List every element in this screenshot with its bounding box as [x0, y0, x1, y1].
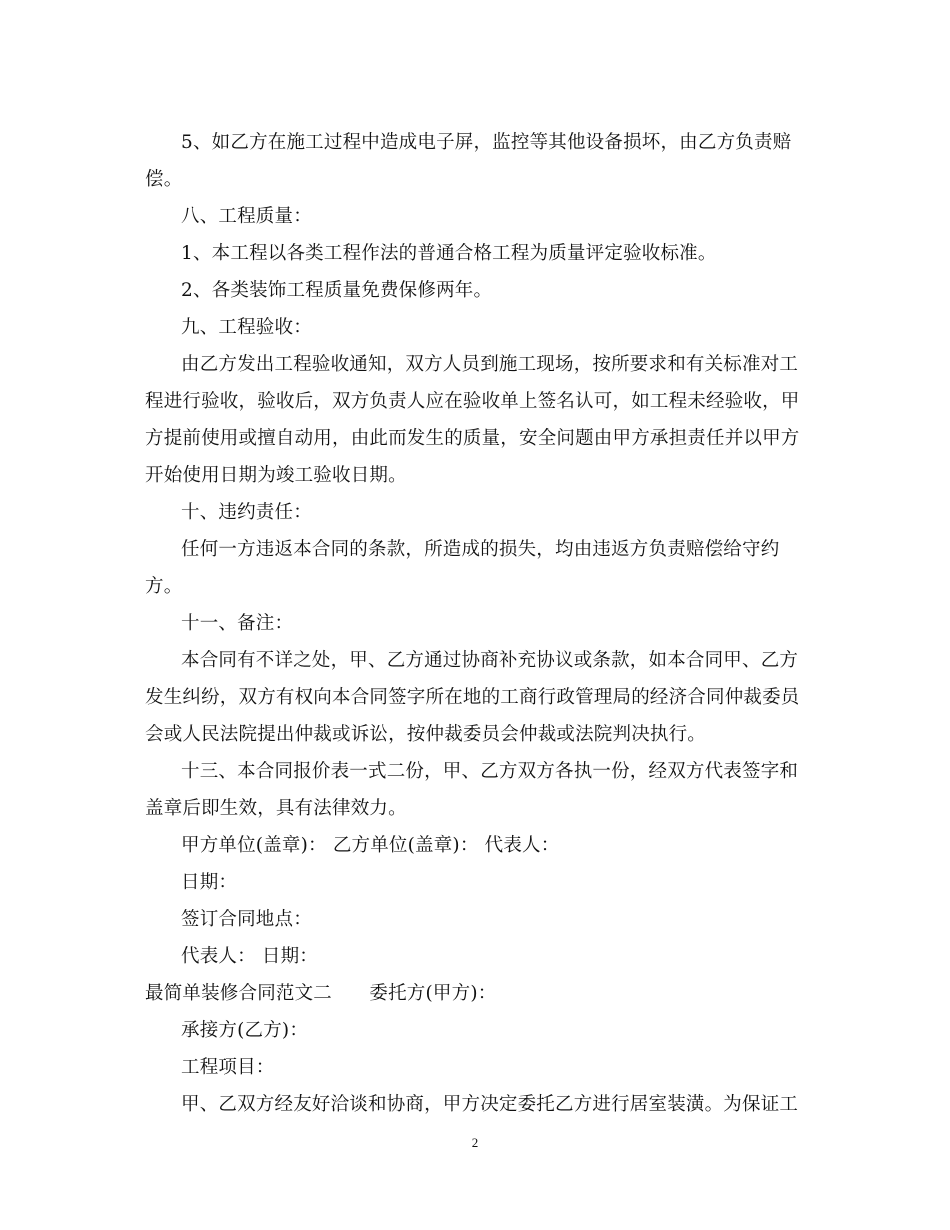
text-line: 盖章后即生效，具有法律效力。 [145, 798, 407, 819]
text-line: 任何一方违返本合同的条款，所造成的损失，均由违返方负责赔偿给守约 [181, 539, 780, 560]
signature-line: 签订合同地点： [181, 909, 312, 930]
text-line: 偿。 [145, 169, 183, 190]
text-line: 十三、本合同报价表一式二份，甲、乙方双方各执一份，经双方代表签字和 [181, 761, 799, 782]
text-line: 由乙方发出工程验收通知，双方人员到施工现场，按所要求和有关标准对工 [181, 354, 799, 375]
text-line: 方。 [145, 576, 183, 597]
signature-line: 日期： [181, 872, 238, 893]
page-number: 2 [471, 1135, 479, 1150]
signature-line: 甲方单位(盖章)： 乙方单位(盖章)： 代表人： [181, 835, 560, 856]
text-line: 程进行验收，验收后，双方负责人应在验收单上签名认可，如工程未经验收，甲 [145, 391, 800, 412]
text-line: 承接方(乙方)： [181, 1020, 309, 1041]
text-line: 发生纠纷，双方有权向本合同签字所在地的工商行政管理局的经济合同仲裁委员 [145, 687, 800, 708]
section-heading: 十、违约责任： [181, 502, 312, 523]
text-line: 工程项目： [181, 1057, 275, 1078]
section-heading: 十一、备注： [181, 613, 294, 634]
text-line: 本合同有不详之处，甲、乙方通过协商补充协议或条款，如本合同甲、乙方 [181, 650, 799, 671]
text-line: 开始使用日期为竣工验收日期。 [145, 465, 407, 486]
section-heading: 八、工程质量： [181, 206, 312, 227]
document-title-line: 最简单装修合同范文二 委托方(甲方)： [145, 983, 497, 1004]
text-line: 1、本工程以各类工程作法的普通合格工程为质量评定验收标准。 [181, 243, 717, 264]
signature-line: 代表人： 日期： [181, 946, 318, 967]
text-line: 会或人民法院提出仲裁或诉讼，按仲裁委员会仲裁或法院判决执行。 [145, 724, 707, 745]
text-line: 方提前使用或擅自动用，由此而发生的质量，安全问题由甲方承担责任并以甲方 [145, 428, 800, 449]
text-line: 5、如乙方在施工过程中造成电子屏，监控等其他设备损坏，由乙方负责赔 [181, 132, 792, 153]
text-line: 甲、乙双方经友好洽谈和协商，甲方决定委托乙方进行居室装潢。为保证工 [181, 1094, 799, 1115]
text-line: 2、各类装饰工程质量免费保修两年。 [181, 280, 493, 301]
section-heading: 九、工程验收： [181, 317, 312, 338]
